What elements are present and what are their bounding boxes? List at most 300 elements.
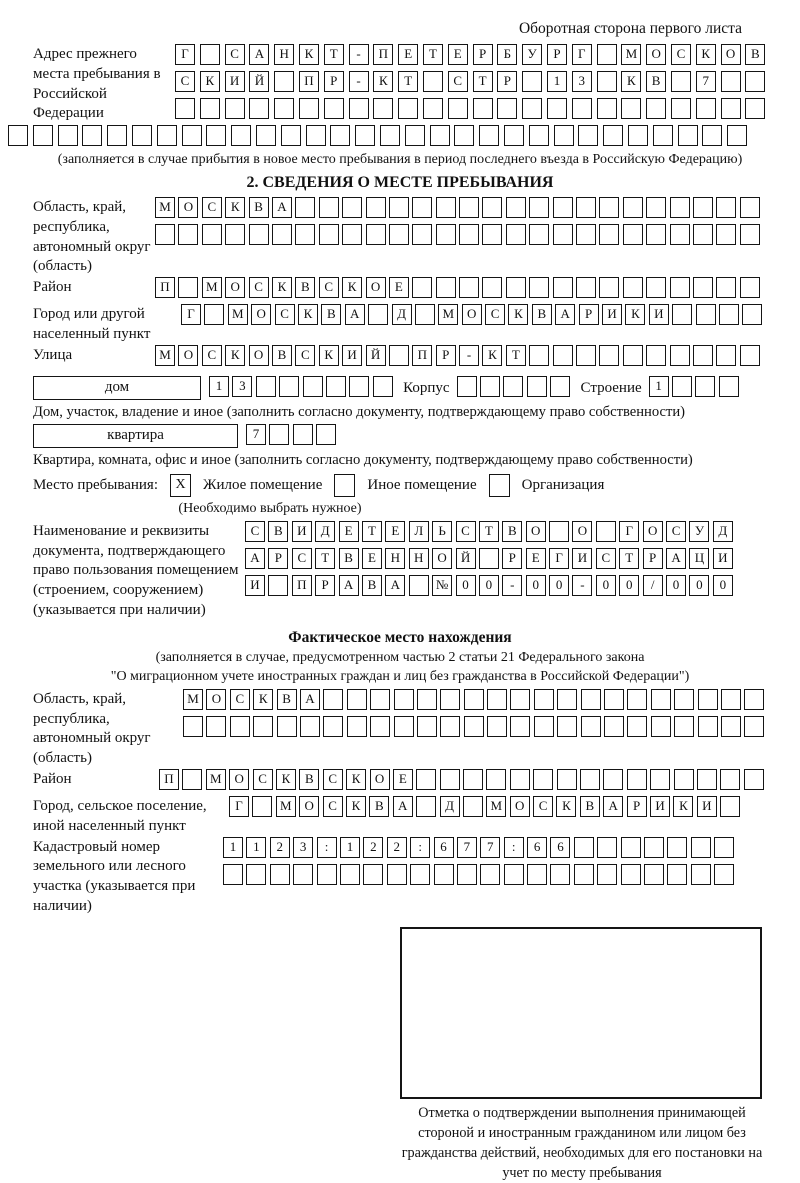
char-cell xyxy=(281,125,301,146)
char-grid-row xyxy=(183,689,768,713)
stay-type-label: Место пребывания: xyxy=(33,477,158,494)
char-cell: 1 xyxy=(246,837,266,858)
char-cell xyxy=(342,197,362,218)
char-cell: Г xyxy=(619,521,639,542)
char-cell xyxy=(744,689,764,710)
char-cell: : xyxy=(317,837,337,858)
char-cell xyxy=(716,197,736,218)
char-cell xyxy=(672,376,692,397)
cadastral-label: Кадастровый номер земельного или лесного участка (указывается при наличии) xyxy=(33,838,196,914)
char-cell: М xyxy=(621,44,641,65)
char-cell: - xyxy=(572,575,592,596)
char-cell xyxy=(178,277,198,298)
char-cell xyxy=(225,98,245,119)
char-cell xyxy=(721,689,741,710)
apartment-row xyxy=(33,424,800,451)
char-cell: В xyxy=(646,71,666,92)
char-cell xyxy=(202,224,222,245)
char-cell xyxy=(412,277,432,298)
stamp-box xyxy=(400,927,762,1099)
char-cell: Р xyxy=(497,71,517,92)
char-cell: О xyxy=(249,345,269,366)
korpus-label: Корпус xyxy=(403,379,450,396)
char-cell: 7 xyxy=(696,71,716,92)
char-cell: О xyxy=(721,44,741,65)
char-cell xyxy=(349,376,369,397)
char-grid-row xyxy=(209,376,396,400)
factual-district-field xyxy=(33,769,800,796)
char-cell xyxy=(457,376,477,397)
char-cell: Т xyxy=(473,71,493,92)
char-cell xyxy=(653,125,673,146)
char-cell xyxy=(604,716,624,737)
char-cell: Р xyxy=(268,548,288,569)
cadastral-field xyxy=(33,837,800,917)
char-cell xyxy=(740,224,760,245)
char-cell xyxy=(597,44,617,65)
char-cell: П xyxy=(155,277,175,298)
char-cell: Р xyxy=(473,44,493,65)
char-cell: - xyxy=(502,575,522,596)
char-cell: Е xyxy=(448,44,468,65)
char-cell xyxy=(553,224,573,245)
char-cell xyxy=(272,224,292,245)
char-cell xyxy=(553,345,573,366)
char-cell xyxy=(550,376,570,397)
char-cell xyxy=(674,689,694,710)
char-cell: А xyxy=(603,796,623,817)
char-cell xyxy=(295,197,315,218)
char-cell xyxy=(522,71,542,92)
char-cell: С xyxy=(666,521,686,542)
factual-region-field xyxy=(33,689,800,769)
char-cell: Г xyxy=(572,44,592,65)
char-cell xyxy=(506,277,526,298)
char-cell xyxy=(527,376,547,397)
char-cell xyxy=(389,197,409,218)
char-cell xyxy=(349,98,369,119)
char-cell: О xyxy=(462,304,482,325)
char-cell xyxy=(691,837,711,858)
char-cell xyxy=(671,71,691,92)
char-cell: К xyxy=(253,689,273,710)
char-cell: 7 xyxy=(246,424,266,445)
char-cell: С xyxy=(275,304,295,325)
char-cell xyxy=(459,197,479,218)
char-cell: С xyxy=(319,277,339,298)
char-cell xyxy=(412,197,432,218)
char-cell: В xyxy=(339,548,359,569)
char-cell: А xyxy=(272,197,292,218)
region-label: Область, край, республика, автономный округ (область) xyxy=(33,199,151,275)
char-grid-row xyxy=(246,424,340,448)
char-cell xyxy=(504,864,524,885)
char-cell xyxy=(347,689,367,710)
char-cell xyxy=(506,197,526,218)
char-cell xyxy=(370,689,390,710)
char-cell: В xyxy=(745,44,765,65)
char-cell xyxy=(599,277,619,298)
char-cell: О xyxy=(225,277,245,298)
char-cell xyxy=(330,125,350,146)
char-cell: Д xyxy=(440,796,460,817)
char-cell xyxy=(533,769,553,790)
char-cell: - xyxy=(459,345,479,366)
house-note: Дом, участок, владение и иное (заполнить согласно документу, подтверждающему право собственности) xyxy=(33,403,686,420)
char-cell xyxy=(557,769,577,790)
char-grid-row xyxy=(245,521,736,545)
char-cell xyxy=(745,71,765,92)
district-label: Район xyxy=(33,279,72,296)
char-cell: О xyxy=(299,796,319,817)
char-cell xyxy=(306,125,326,146)
char-cell: Е xyxy=(339,521,359,542)
char-cell: С xyxy=(202,345,222,366)
char-cell: В xyxy=(321,304,341,325)
char-cell xyxy=(316,424,336,445)
char-cell xyxy=(463,769,483,790)
char-cell: В xyxy=(277,689,297,710)
char-cell xyxy=(646,98,666,119)
char-cell xyxy=(627,716,647,737)
char-cell: М xyxy=(202,277,222,298)
char-cell xyxy=(547,98,567,119)
char-cell xyxy=(274,71,294,92)
char-cell xyxy=(599,224,619,245)
char-cell xyxy=(670,277,690,298)
char-cell: Ь xyxy=(432,521,452,542)
char-cell xyxy=(423,71,443,92)
char-cell xyxy=(510,689,530,710)
char-cell: С xyxy=(175,71,195,92)
char-cell: М xyxy=(486,796,506,817)
char-cell xyxy=(716,224,736,245)
char-cell xyxy=(576,224,596,245)
char-cell: М xyxy=(276,796,296,817)
char-cell xyxy=(646,197,666,218)
stay-type-note: (Необходимо выбрать нужное) xyxy=(178,500,362,516)
char-cell xyxy=(8,125,28,146)
factual-region-grid xyxy=(183,689,768,743)
char-cell xyxy=(651,689,671,710)
char-cell xyxy=(225,224,245,245)
char-cell xyxy=(716,345,736,366)
factual-city-label: Город, сельское поселение, иной населенный пункт xyxy=(33,797,207,834)
char-cell xyxy=(473,98,493,119)
char-cell xyxy=(249,98,269,119)
char-cell: Е xyxy=(526,548,546,569)
char-cell: : xyxy=(410,837,430,858)
char-cell: Г xyxy=(229,796,249,817)
char-cell: В xyxy=(268,521,288,542)
char-cell xyxy=(721,716,741,737)
char-cell xyxy=(644,864,664,885)
char-cell xyxy=(572,98,592,119)
char-cell xyxy=(268,575,288,596)
char-cell xyxy=(549,521,569,542)
char-cell xyxy=(529,277,549,298)
region-field xyxy=(33,197,800,277)
char-cell xyxy=(644,837,664,858)
char-cell xyxy=(482,224,502,245)
char-cell: Т xyxy=(423,44,443,65)
char-cell: Р xyxy=(324,71,344,92)
char-cell xyxy=(417,689,437,710)
char-cell: 6 xyxy=(550,837,570,858)
char-cell xyxy=(603,769,623,790)
char-cell: Т xyxy=(506,345,526,366)
char-cell xyxy=(157,125,177,146)
street-field xyxy=(33,345,800,372)
char-grid-row xyxy=(229,796,744,820)
char-cell xyxy=(740,345,760,366)
char-cell: 3 xyxy=(572,71,592,92)
char-cell xyxy=(293,424,313,445)
char-cell xyxy=(370,716,390,737)
char-cell xyxy=(720,796,740,817)
char-cell xyxy=(621,837,641,858)
residential-label: Жилое помещение xyxy=(203,477,323,494)
char-cell: У xyxy=(522,44,542,65)
char-cell: В xyxy=(532,304,552,325)
char-cell xyxy=(300,716,320,737)
factual-district-label: Район xyxy=(33,770,72,787)
char-cell: 2 xyxy=(363,837,383,858)
char-cell xyxy=(550,864,570,885)
char-cell: Д xyxy=(713,521,733,542)
char-cell: С xyxy=(533,796,553,817)
char-cell xyxy=(398,98,418,119)
char-cell xyxy=(581,716,601,737)
char-cell xyxy=(557,716,577,737)
char-cell xyxy=(693,197,713,218)
char-cell xyxy=(394,689,414,710)
char-cell: С xyxy=(292,548,312,569)
char-cell xyxy=(326,376,346,397)
char-cell: 0 xyxy=(666,575,686,596)
char-cell: Л xyxy=(409,521,429,542)
char-cell: В xyxy=(272,345,292,366)
char-cell: 0 xyxy=(619,575,639,596)
char-cell xyxy=(580,769,600,790)
char-cell xyxy=(482,197,502,218)
residential-checkbox: X xyxy=(170,474,191,497)
char-cell xyxy=(693,224,713,245)
char-cell: О xyxy=(510,796,530,817)
char-cell xyxy=(581,689,601,710)
char-cell xyxy=(714,864,734,885)
char-cell xyxy=(529,197,549,218)
char-grid-row xyxy=(155,345,763,369)
char-cell: 3 xyxy=(232,376,252,397)
cadastral-grid xyxy=(223,837,738,891)
factual-city-field xyxy=(33,796,800,837)
char-grid-row xyxy=(223,837,738,861)
char-cell: А xyxy=(339,575,359,596)
char-cell: Р xyxy=(502,548,522,569)
char-cell: 0 xyxy=(456,575,476,596)
char-cell xyxy=(646,224,666,245)
char-cell xyxy=(529,125,549,146)
char-cell xyxy=(363,864,383,885)
char-cell: А xyxy=(666,548,686,569)
char-cell xyxy=(719,376,739,397)
char-cell: Р xyxy=(627,796,647,817)
char-cell: К xyxy=(625,304,645,325)
char-cell xyxy=(373,98,393,119)
prev-address-label: Адрес прежнего места пребывания в Российской Федерации xyxy=(33,46,161,122)
stamp-caption: Отметка о подтверждении выполнения принимающей стороной и иностранным гражданином или лицом без гражданства действий, необходимых для его постановки на учет по месту пребывания xyxy=(401,1104,763,1182)
char-cell: Д xyxy=(315,521,335,542)
char-cell: А xyxy=(345,304,365,325)
char-cell xyxy=(597,837,617,858)
char-cell xyxy=(621,98,641,119)
char-cell: П xyxy=(412,345,432,366)
char-cell xyxy=(317,864,337,885)
char-cell: С xyxy=(245,521,265,542)
char-cell xyxy=(651,716,671,737)
char-grid-row xyxy=(159,769,767,793)
char-cell: К xyxy=(342,277,362,298)
char-cell: 2 xyxy=(270,837,290,858)
char-grid-row xyxy=(175,44,770,68)
char-cell xyxy=(671,98,691,119)
char-cell: П xyxy=(159,769,179,790)
char-cell xyxy=(366,197,386,218)
char-cell: В xyxy=(362,575,382,596)
char-cell xyxy=(510,716,530,737)
char-cell xyxy=(721,71,741,92)
char-grid-row xyxy=(8,125,800,149)
other-premises-label: Иное помещение xyxy=(367,477,477,494)
organization-label: Организация xyxy=(521,477,605,494)
char-cell xyxy=(389,345,409,366)
char-grid-row xyxy=(457,376,574,400)
char-cell xyxy=(206,125,226,146)
char-cell xyxy=(200,44,220,65)
char-cell: Д xyxy=(392,304,412,325)
char-cell: 7 xyxy=(480,837,500,858)
char-cell xyxy=(409,575,429,596)
char-cell xyxy=(269,424,289,445)
factual-note-1: (заполняется в случае, предусмотренном частью 2 статьи 21 Федерального закона xyxy=(155,649,645,665)
char-cell xyxy=(405,125,425,146)
char-cell: М xyxy=(155,345,175,366)
char-cell xyxy=(510,769,530,790)
char-cell: О xyxy=(229,769,249,790)
char-cell xyxy=(597,71,617,92)
char-cell: О xyxy=(370,769,390,790)
factual-title: Фактическое место нахождения xyxy=(288,628,512,646)
char-cell: М xyxy=(155,197,175,218)
char-cell: А xyxy=(385,575,405,596)
char-cell xyxy=(670,197,690,218)
char-cell xyxy=(459,224,479,245)
char-cell xyxy=(670,224,690,245)
char-grid-row xyxy=(175,98,770,122)
char-cell xyxy=(182,769,202,790)
char-cell xyxy=(486,769,506,790)
char-cell xyxy=(107,125,127,146)
char-cell xyxy=(448,98,468,119)
char-cell: 1 xyxy=(223,837,243,858)
char-grid-row xyxy=(245,548,736,572)
char-cell xyxy=(253,716,273,737)
organization-checkbox xyxy=(489,474,510,497)
char-cell xyxy=(623,277,643,298)
char-cell xyxy=(324,98,344,119)
char-cell: П xyxy=(292,575,312,596)
apartment-type-box: квартира xyxy=(33,424,238,448)
char-cell: Е xyxy=(389,277,409,298)
char-cell xyxy=(256,125,276,146)
char-cell xyxy=(270,864,290,885)
char-cell: С xyxy=(249,277,269,298)
char-cell xyxy=(693,345,713,366)
char-cell xyxy=(319,224,339,245)
char-cell: Г xyxy=(549,548,569,569)
char-cell xyxy=(678,125,698,146)
char-cell xyxy=(674,769,694,790)
char-cell xyxy=(702,125,722,146)
char-cell: М xyxy=(183,689,203,710)
char-cell xyxy=(479,125,499,146)
char-grid-row xyxy=(183,716,768,740)
char-cell xyxy=(416,796,436,817)
char-cell xyxy=(279,376,299,397)
char-cell: С xyxy=(456,521,476,542)
char-cell: 7 xyxy=(457,837,477,858)
char-cell xyxy=(252,796,272,817)
char-cell xyxy=(697,769,717,790)
char-cell: С xyxy=(225,44,245,65)
house-row xyxy=(33,376,800,403)
char-cell: К xyxy=(272,277,292,298)
char-cell xyxy=(183,716,203,737)
char-cell xyxy=(436,197,456,218)
char-cell xyxy=(249,224,269,245)
char-cell: О xyxy=(178,345,198,366)
char-cell: 0 xyxy=(549,575,569,596)
char-cell xyxy=(464,716,484,737)
char-cell xyxy=(623,224,643,245)
char-cell: Е xyxy=(398,44,418,65)
char-cell: А xyxy=(555,304,575,325)
char-cell xyxy=(464,689,484,710)
region-grid xyxy=(155,197,763,251)
char-cell xyxy=(574,837,594,858)
prev-address-grid xyxy=(175,44,770,125)
char-cell: : xyxy=(504,837,524,858)
char-cell xyxy=(506,224,526,245)
char-cell: Р xyxy=(547,44,567,65)
char-cell xyxy=(132,125,152,146)
char-cell: Г xyxy=(181,304,201,325)
char-cell: С xyxy=(323,769,343,790)
char-cell xyxy=(347,716,367,737)
char-cell: 0 xyxy=(479,575,499,596)
stroenie-label: Строение xyxy=(580,379,642,396)
char-cell: Г xyxy=(175,44,195,65)
char-cell xyxy=(696,304,716,325)
char-cell xyxy=(744,716,764,737)
char-cell xyxy=(319,197,339,218)
char-cell xyxy=(178,224,198,245)
char-grid-row xyxy=(175,71,770,95)
char-cell xyxy=(206,716,226,737)
char-cell xyxy=(554,125,574,146)
char-cell: Т xyxy=(479,521,499,542)
